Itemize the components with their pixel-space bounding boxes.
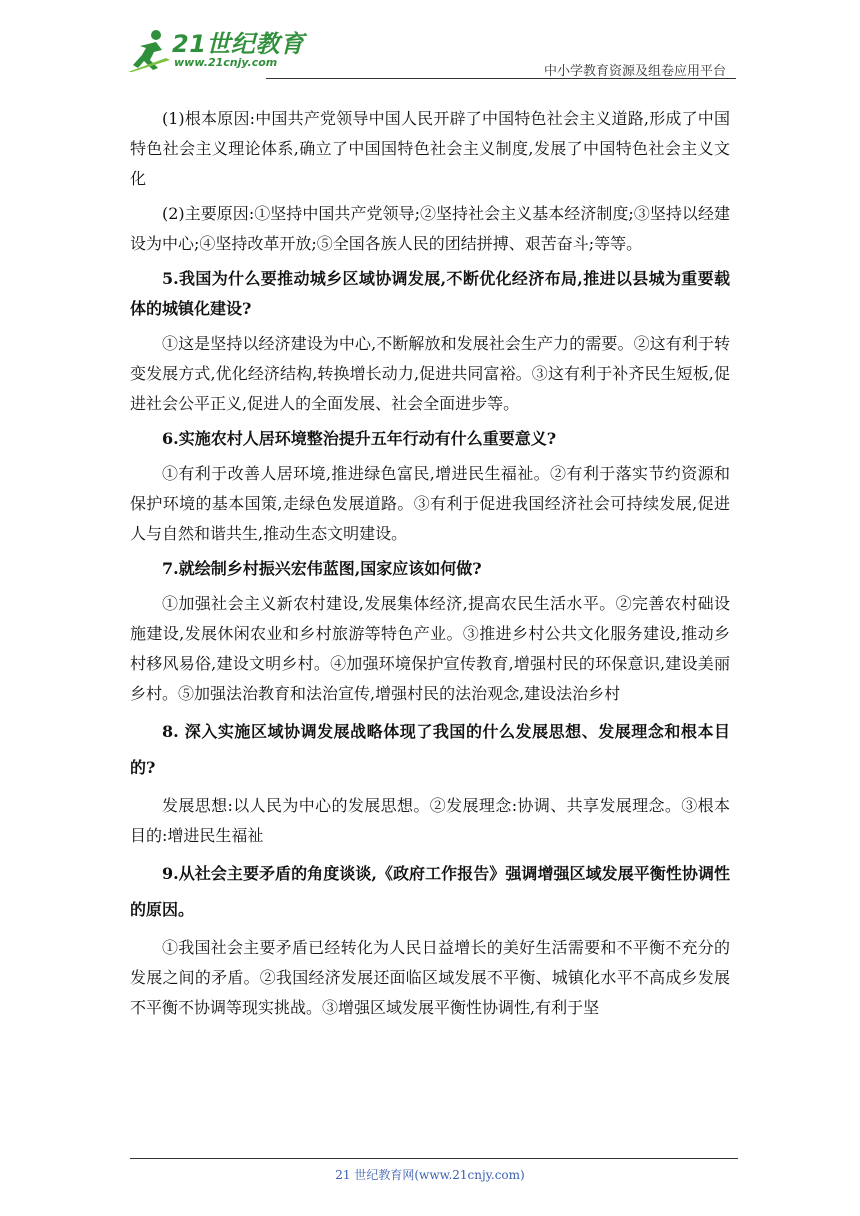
header-divider — [266, 78, 736, 79]
answer-paragraph: (2)主要原因:①坚持中国共产党领导;②坚持社会主义基本经济制度;③坚持以经建设为中心;④坚持改革开放;⑤全国各族人民的团结拼搏、艰苦奋斗;等等。 — [130, 204, 730, 253]
logo — [124, 22, 305, 74]
question-heading: 8. 深入实施区域协调发展战略体现了我国的什么发展思想、发展理念和根本目的? — [130, 722, 730, 777]
page-footer: 21 世纪教育网(www.21cnjy.com) — [335, 1168, 525, 1182]
document-body — [130, 104, 730, 1028]
answer-paragraph: 发展思想:以人民为中心的发展思想。②发展理念:协调、共享发展理念。③根本目的:增进民生福祉 — [130, 796, 730, 845]
footer-divider — [130, 1158, 738, 1159]
question-heading: 6.实施农村人居环境整治提升五年行动有什么重要意义? — [162, 429, 557, 448]
answer-paragraph: (1)根本原因:中国共产党领导中国人民开辟了中国特色社会主义道路,形成了中国特色社会主义理论体系,确立了中国国特色社会主义制度,发展了中国特色社会主义文化 — [130, 109, 730, 188]
runner-logo-icon — [126, 28, 172, 72]
logo-url: www.21cnjy.com — [174, 56, 278, 69]
page-header — [124, 22, 736, 78]
header-platform-text: 中小学教育资源及组卷应用平台 — [543, 64, 726, 79]
answer-paragraph: ①我国社会主要矛盾已经转化为人民日益增长的美好生活需要和不平衡不充分的发展之间的矛盾。②我国经济发展还面临区域发展不平衡、城镇化水平不高成乡发展不平衡不协调等现实挑战。③增强区域发展平衡性协调性,有利于坚 — [130, 938, 730, 1017]
question-heading: 7.就绘制乡村振兴宏伟蓝图,国家应该如何做? — [162, 559, 482, 578]
question-heading: 5.我国为什么要推动城乡区域协调发展,不断优化经济布局,推进以县城为重要载体的城镇化建设? — [130, 269, 730, 318]
answer-paragraph: ①加强社会主义新农村建设,发展集体经济,提高农民生活水平。②完善农村础设施建设,发展休闲农业和乡村旅游等特色产业。③推进乡村公共文化服务建设,推动乡村移风易俗,建设文明乡村。④加强环境保护宣传教育,增强村民的环保意识,建设美丽乡村。⑤加强法治教育和法治宣传,增强村民的法治观念,建设法治乡村 — [130, 594, 730, 703]
answer-paragraph: ①有利于改善人居环境,推进绿色富民,增进民生福祉。②有利于落实节约资源和保护环境的基本国策,走绿色发展道路。③有利于促进我国经济社会可持续发展,促进人与自然和谐共生,推动生态文明建设。 — [130, 464, 730, 543]
logo-text: 21世纪教育 — [172, 30, 305, 58]
answer-paragraph: ①这是坚持以经济建设为中心,不断解放和发展社会生产力的需要。②这有利于转变发展方式,优化经济结构,转换增长动力,促进共同富裕。③这有利于补齐民生短板,促进社会公平正义,促进人的全面发展、社会全面进步等。 — [130, 334, 730, 413]
question-heading: 9.从社会主要矛盾的角度谈谈,《政府工作报告》强调增强区域发展平衡性协调性的原因。 — [130, 864, 730, 919]
